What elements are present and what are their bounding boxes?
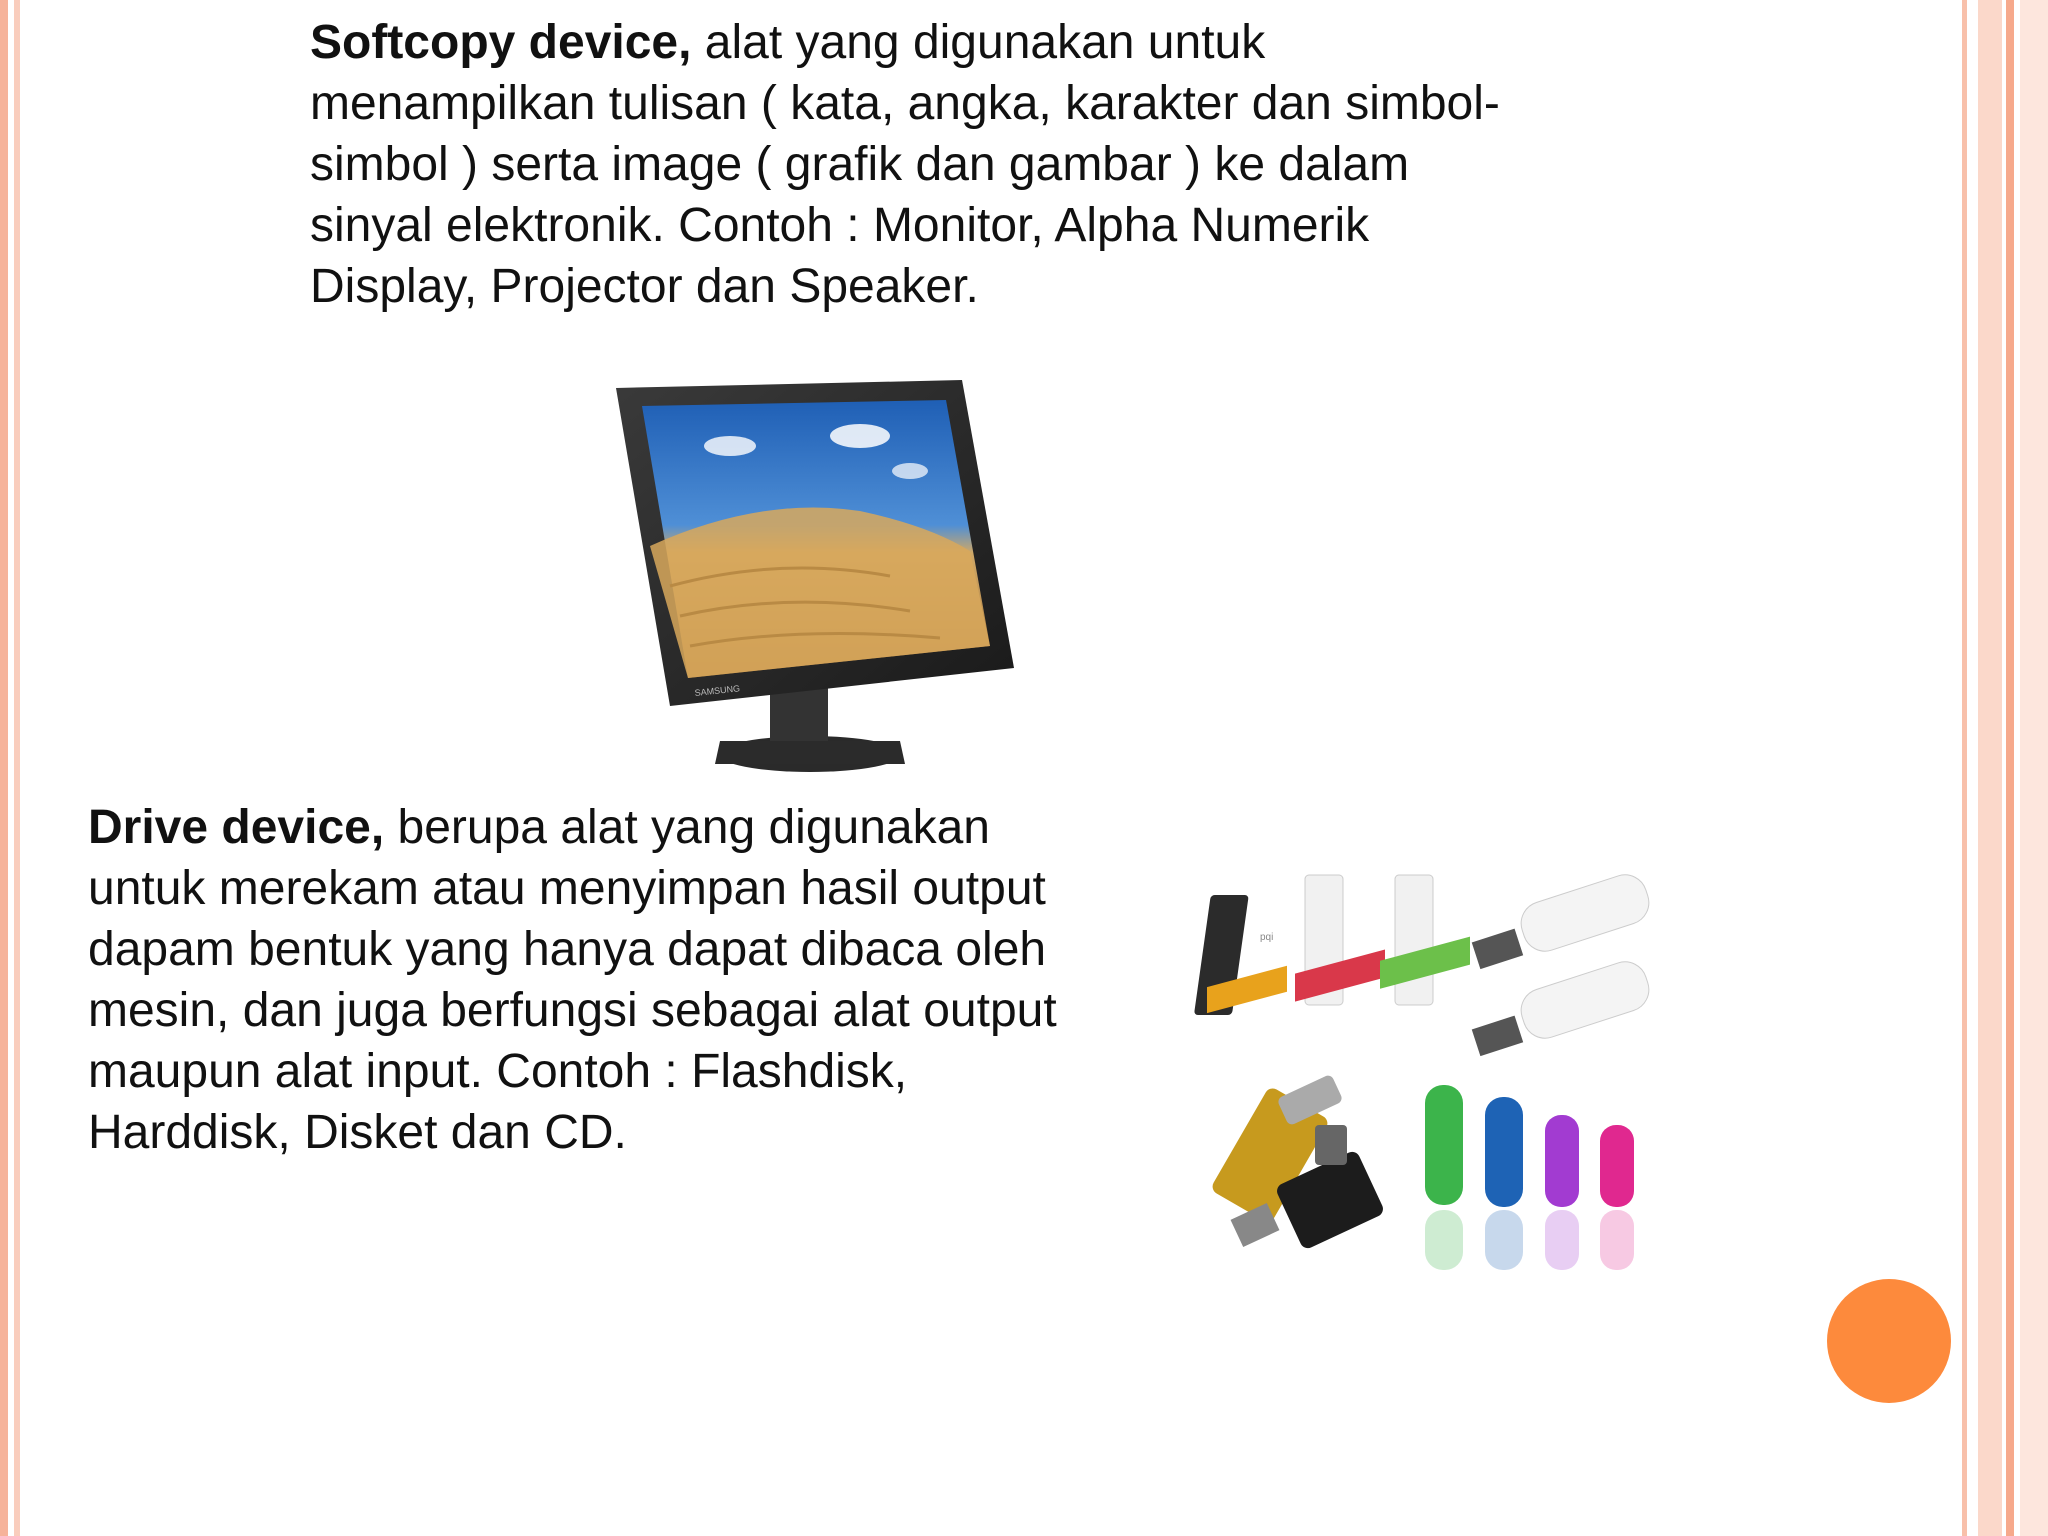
drive-description: berupa alat yang digunakan untuk merekam atau menyimpan hasil output dapam bentuk yang hanya dapat dibaca oleh mesin, dan juga berfungsi sebagai alat output maupun alat input. Contoh : Flashdisk, Harddisk, Disket dan CD. (88, 801, 1057, 1159)
softcopy-description: alat yang digunakan untuk menampilkan tulisan ( kata, angka, karakter dan simbol-simbol ) serta image ( grafik dan gambar ) ke dalam sinyal elektronik. Contoh : Monitor, Alpha Numerik Display, Projector dan Speaker. (310, 16, 1500, 313)
slide-border-right-3 (2006, 0, 2014, 1536)
monitor-image (610, 376, 1025, 776)
monitor-brand-label: SAMSUNG (694, 683, 741, 698)
softcopy-paragraph (310, 12, 1510, 317)
slide-border-right-2 (1978, 0, 2002, 1536)
slide-border-right-1 (1962, 0, 1967, 1536)
slide-border-right-4 (2020, 0, 2048, 1536)
flashdisk-image (1185, 845, 1665, 1290)
drive-paragraph (88, 797, 1078, 1163)
accent-circle (1827, 1279, 1951, 1403)
slide-border-left-outer (0, 0, 8, 1536)
softcopy-term: Softcopy device, (310, 16, 692, 69)
drive-term: Drive device, (88, 801, 385, 854)
flashdisk-brand-label: pqi (1260, 932, 1274, 943)
slide-border-left-inner (14, 0, 20, 1536)
